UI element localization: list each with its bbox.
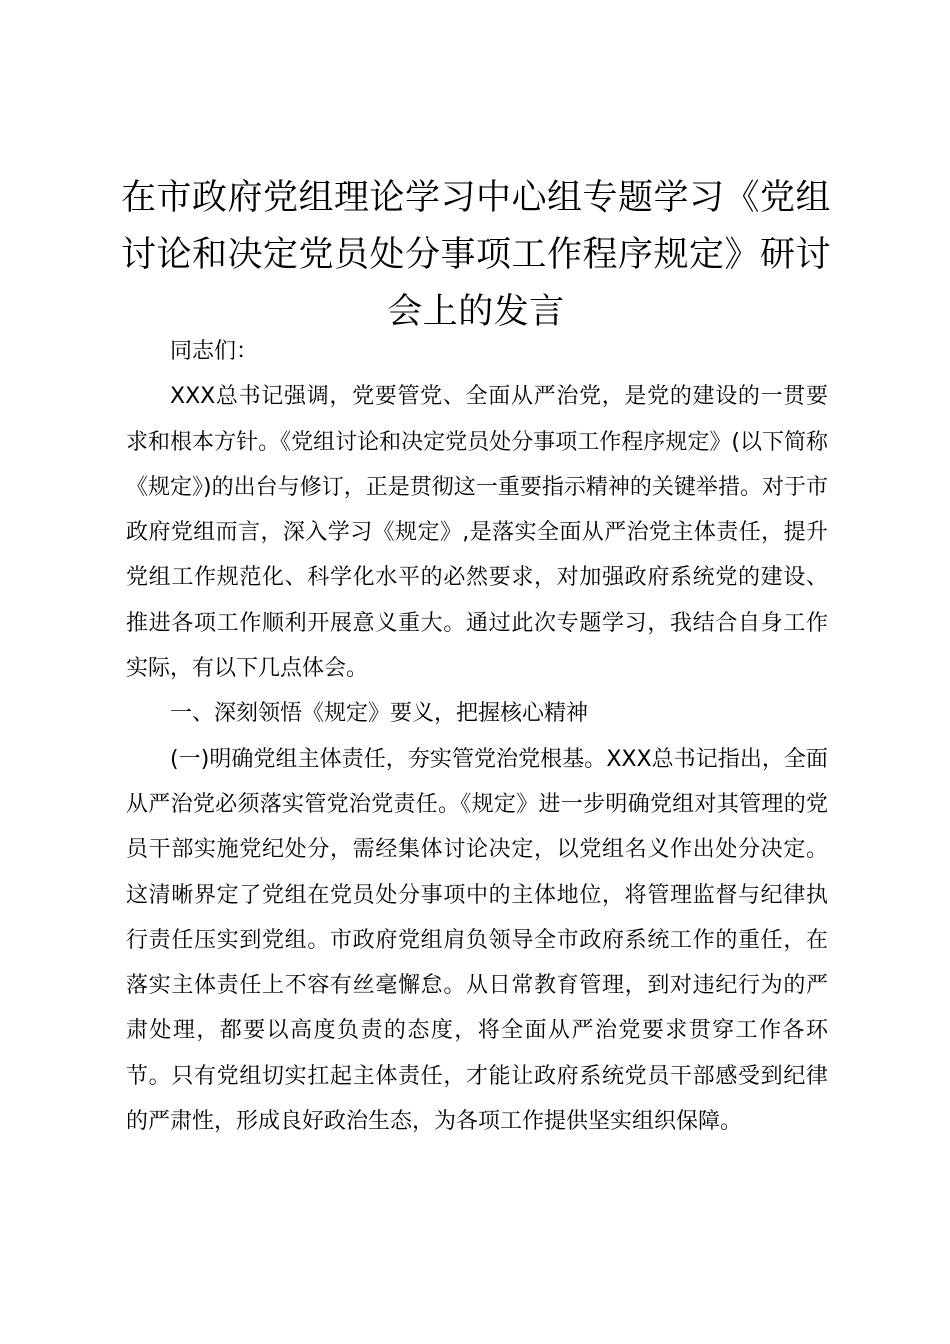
- greeting: 同志们：: [170, 339, 259, 364]
- section-heading: 一、深刻领悟《规定》要义，把握核心精神: [170, 701, 589, 727]
- intro-paragraph: XXX总书记强调，党要管党、全面从严治党，是党的建设的一贯要求和根本方针。《党组讨论和决定党员处分事项工作程序规定》(以下简称《规定》)的出台与修订，正是贯彻这一重要指示精神的关键举措。对于市政府党组而言，深入学习《规定》,是落实全面从严治党主体责任，提升党组工作规范化、科学化水平的必然要求，对加强政府系统党的建设、推进各项工作顺利开展意义重大。通过此次专题学习，我结合自身工作实际，有以下几点体会。: [126, 384, 828, 682]
- section-paragraph: (一)明确党组主体责任，夯实管党治党根基。XXX总书记指出，全面从严治党必须落实管党治党责任。《规定》进一步明确党组对其管理的党员干部实施党纪处分，需经集体讨论决定，以党组名义作出处分决定。这清晰界定了党组在党员处分事项中的主体地位，将管理监督与纪律执行责任压实到党组。市政府党组肩负领导全市政府系统工作的重任，在落实主体责任上不容有丝毫懈怠。从日常教育管理，到对违纪行为的严肃处理，都要以高度负责的态度，将全面从严治党要求贯穿工作各环节。只有党组切实扛起主体责任，才能让政府系统党员干部感受到纪律的严肃性，形成良好政治生态，为各项工作提供坚实组织保障。: [126, 746, 828, 1135]
- document-body: [126, 329, 828, 1144]
- document-title: 在市政府党组理论学习中心组专题学习《党组讨论和决定党员处分事项工作程序规定》研讨会上的发言: [120, 178, 831, 332]
